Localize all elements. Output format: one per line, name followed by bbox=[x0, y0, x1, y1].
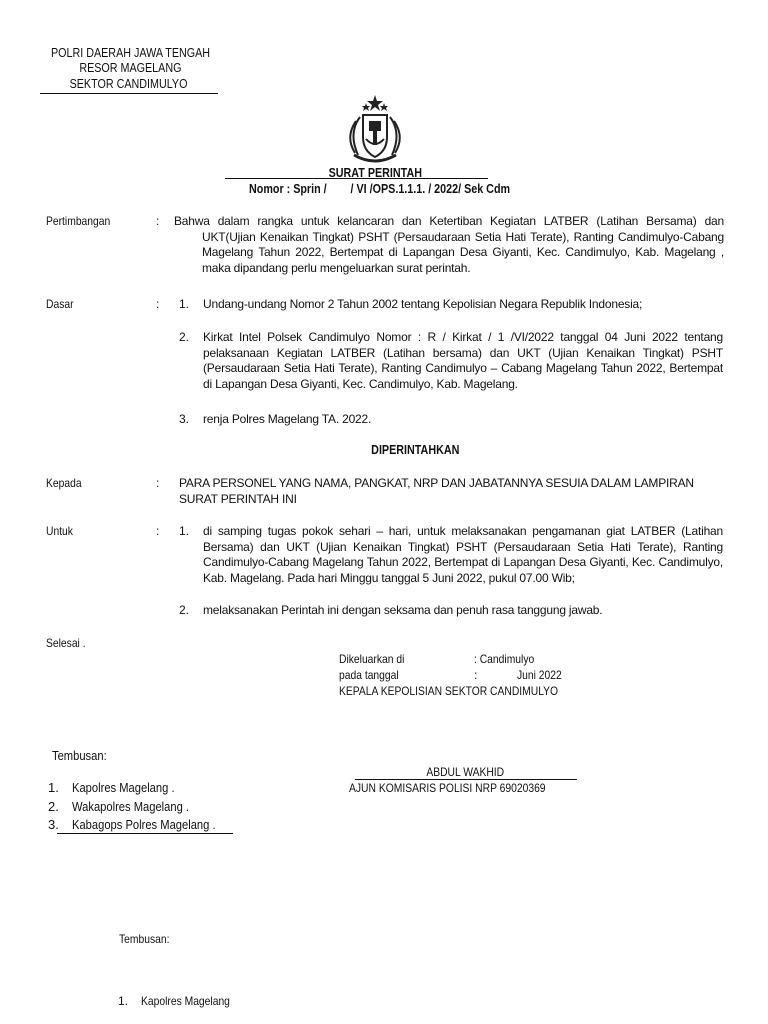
tembusan-2-item-1-text: Kapolres Magelang bbox=[141, 994, 230, 1008]
issuer-position: KEPALA KEPOLISIAN SEKTOR CANDIMULYO bbox=[339, 684, 559, 698]
signer-underline bbox=[355, 779, 577, 780]
tembusan-2-item-1-number: 1. bbox=[118, 994, 129, 1008]
pertimbangan-label: Pertimbangan bbox=[46, 214, 111, 228]
document-number: Nomor : Sprin / / VI /OPS.1.1.1. / 2022/ Sek Cdm bbox=[249, 182, 511, 196]
pertimbangan-text: Bahwa dalam rangka untuk kelancaran dan Ketertiban Kegiatan LATBER (Latihan Bersama) dan UKT(Ujian Kenaikan Tingkat) PSHT (Persaudaraan Setia Hati Terate), Ranting Candimulyo-Cabang Magelang Tahun 2022, Bertempat di Lapangan Desa Giyanti, Kec. Candimulyo, Kab. Magelang , maka dipandang perlu mengeluarkan surat perintah. bbox=[174, 214, 724, 275]
header-line-1: POLRI DAERAH JAWA TENGAH bbox=[50, 46, 210, 60]
tembusan-item-2-number: 2. bbox=[48, 799, 59, 814]
issued-place-value: : Candimulyo bbox=[474, 652, 535, 666]
issued-date-label: pada tanggal bbox=[339, 668, 399, 682]
tembusan-title: Tembusan: bbox=[52, 748, 107, 763]
header-line-2: RESOR MAGELANG bbox=[78, 61, 182, 75]
kepada-colon: : bbox=[156, 476, 160, 490]
signer-rank: AJUN KOMISARIS POLISI NRP 69020369 bbox=[349, 781, 546, 795]
tembusan-item-2-text: Wakapolres Magelang . bbox=[72, 799, 190, 814]
tembusan-item-3-text: Kabagops Polres Magelang . bbox=[72, 817, 216, 832]
header-underline bbox=[40, 93, 218, 94]
pertimbangan-colon: : bbox=[156, 214, 160, 228]
dasar-item-2-number: 2. bbox=[179, 330, 190, 344]
dasar-colon: : bbox=[156, 297, 160, 311]
tembusan-item-3-number: 3. bbox=[48, 817, 59, 832]
dasar-item-2-text: Kirkat Intel Polsek Candimulyo Nomor : R / Kirkat / 1 /VI/2022 tanggal 04 Juni 2022 tentang pelaksanaan Kegiatan LATBER (Latihan bersama) dan UKT (Ujian Kenaikan Tingkat) PSHT (Persaudaraan Setia Hati Terate), Ranting Candimulyo – Cabang Magelang Tahun 2022, Bertempat di Lapangan Desa Giyanti, Kec. Candimulyo, Kab. Magelang. bbox=[203, 330, 723, 391]
tembusan-item-1-text: Kapolres Magelang . bbox=[72, 780, 175, 795]
untuk-colon: : bbox=[156, 524, 160, 538]
untuk-label: Untuk bbox=[46, 524, 73, 538]
dasar-item-1-text: Undang-undang Nomor 2 Tahun 2002 tentang Kepolisian Negara Republik Indonesia; bbox=[203, 297, 643, 311]
kepada-label: Kepada bbox=[46, 476, 82, 490]
header-line-3: SEKTOR CANDIMULYO bbox=[70, 77, 188, 91]
issued-place-label: Dikeluarkan di bbox=[339, 652, 405, 666]
dasar-label: Dasar bbox=[46, 297, 74, 311]
issued-date-colon: : bbox=[474, 668, 478, 682]
signer-name: ABDUL WAKHID bbox=[426, 765, 504, 779]
tembusan-2-title: Tembusan: bbox=[119, 932, 170, 946]
issued-date-value: Juni 2022 bbox=[517, 668, 562, 682]
selesai-text: Selesai . bbox=[46, 636, 86, 650]
police-emblem-icon bbox=[340, 93, 410, 165]
tembusan-underline bbox=[57, 833, 233, 834]
diperintahkan-heading: DIPERINTAHKAN bbox=[370, 443, 460, 457]
untuk-item-1-number: 1. bbox=[179, 524, 190, 538]
untuk-item-2-text: melaksanakan Perintah ini dengan seksama dan penuh rasa tanggung jawab. bbox=[203, 603, 603, 617]
dasar-item-1-number: 1. bbox=[179, 297, 190, 311]
page-title: SURAT PERINTAH bbox=[328, 166, 422, 180]
kepada-text: PARA PERSONEL YANG NAMA, PANGKAT, NRP DAN JABATANNYA SESUIA DALAM LAMPIRAN SURAT PERINTAH INI bbox=[179, 476, 694, 506]
untuk-item-2-number: 2. bbox=[179, 603, 190, 617]
tembusan-item-1-number: 1. bbox=[48, 780, 59, 795]
dasar-item-3-text: renja Polres Magelang TA. 2022. bbox=[203, 412, 372, 426]
dasar-item-3-number: 3. bbox=[179, 412, 190, 426]
untuk-item-1-text: di samping tugas pokok sehari – hari, untuk melaksanakan pengamanan giat LATBER (Latihan Bersama) dan UKT (Ujian Kenaikan Tingkat) PSHT (Persaudaraan Setia Hati Terate), Ranting Candimulyo-Cabang Magelang Tahun 2022, Bertempat di Lapangan Desa Giyanti, Kec. Candimulyo, Kab. Magelang. Pada hari Minggu tanggal 5 Juni 2022, pukul 07.00 Wib; bbox=[203, 524, 723, 585]
